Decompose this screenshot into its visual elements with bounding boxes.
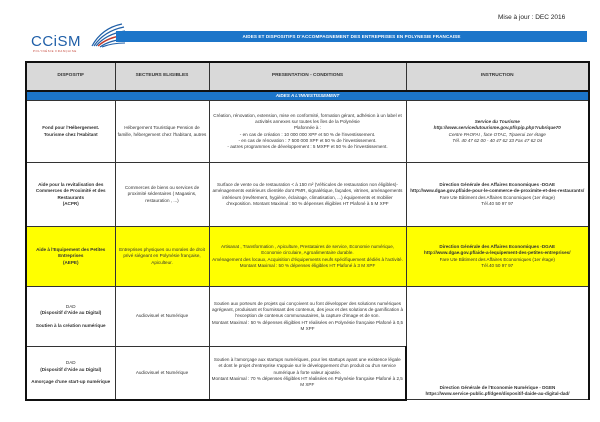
presentation-line: Aménagement des locaux, Acquisition d'équipements neufs spécifiquement dédiés à l'activité. [212,256,403,262]
secteurs-cell: Commerces de biens ou services de proximité sédentaires ( Magasins, restauration , ...) [115,163,209,227]
dispositif-line: DAD [65,360,76,366]
logo-name: CCiSM [31,33,81,50]
update-date: Mise à jour : DEC 2016 [498,14,566,21]
presentation-line: Soutien à l'amorçage aux startups numériques, pour les startups ayant une existence légale et dont le projet d'entreprise s'appuie sur le développement d'un produit ou d'un service numérique à forte valeur ajoutée. [213,357,401,375]
dispositif-line: Amorçage d'une start-up numérique [31,378,111,384]
logo-subtitle: POLYNÉSIE FRANÇAISE [33,49,77,53]
presentation-line: Artisanat , Transformation , Apiculture, Prestataires de service, Economie numérique, Economie circulaire, Agroalimentaire durable. [220,244,395,256]
ccism-logo [30,22,120,52]
presentation-line: - en cas de rénovation : 7 500 000 XPF et 50 % de l'investissement. [238,137,377,143]
aides-table [25,61,590,401]
instruction-link[interactable]: http://www.dgae.gov.pf/aide-a-lequipement-des-petites-entreprises/ [423,250,571,256]
secteurs-cell: Audiovisuel et Numérique [115,347,209,400]
section-title: AIDES A L'INVESTISSEMENT [26,91,589,101]
presentation-line: - en cas de création : 10 000 000 XPF et 50 % de l'investissement. [239,131,376,137]
presentation-cell [209,227,406,287]
dispositif-line: Soutien à la création numérique [35,322,106,328]
presentation-line: Création, rénovation, extension, mise en conformité, formation gérant, adhésion à un label et activités annexes sur toutes les îles de la Polynésie [213,112,402,125]
instruction-cell [406,227,589,287]
table-header-row [26,62,589,91]
dispositif-cell [26,287,115,347]
secteurs-cell: Entreprises physiques ou morales de droit privé siégeant en Polynésie française, Apiculteur. [115,227,209,287]
instruction-org: Service du Tourisme [474,119,520,125]
column-header-presentation: PRESENTATION - CONDITIONS [209,62,406,91]
instruction-org: Direction Générale de l'Economie Numérique - DGEN [439,384,556,390]
instruction-link[interactable]: http://www.dgae.gov.pf/aide-pour-le-commerce-de-proximite-et-des-restaurants/ [410,188,585,194]
dispositif-line: DAD [65,304,76,310]
secteurs-cell: Hébergement Touristique Pension de famille, hébergement chez l'habitant, autres [115,101,209,163]
dispositif-line: Aide à l'Equipement des Petites Entreprises [36,247,106,259]
column-header-secteurs: SECTEURS ELIGIBLES [115,62,209,91]
instruction-link[interactable]: http://www.servicedutourisme.gov.pf/spip.php?rubrique70 [433,125,561,131]
table-row-highlighted [26,227,589,287]
instruction-phone: Tél. 40 47 62 00 - 40 47 62 33 Fax 47 62 04 [452,137,543,143]
presentation-line: Montant Maximal : 70 % dépenses éligibles HT réalisées en Polynésie française Plafoné à 2,5 M XPF [211,375,403,388]
instruction-org: Direction Générale des Affaires Economiques -DGAE [439,244,556,250]
dispositif-line: Fond pour l'Hébergement. [42,125,100,131]
instruction-phone: Tél.40 50 97 97 [481,262,514,268]
instruction-phone: Tél.40 50 97 97 [481,200,514,206]
presentation-line: - autres programmes de développement : 5 MXPF et 50 % de l'investissement. [227,143,388,149]
instruction-org: Direction Générale des Affaires Economiques -DGAE [439,182,556,188]
dispositif-cell [26,227,115,287]
column-header-instruction: INSTRUCTION [406,62,589,91]
presentation-line: Soutien aux porteurs de projets qui conçoivent ou font développer des solutions numériques agrégeant, produisant et fournissant des contenus, des jeux et des solutions de gamification à l'exception de contenus communautaires, la capture d'image et de son. [211,300,404,319]
dispositif-line: (Dispositif d'Aide au Digital) [40,310,102,316]
instruction-cell [406,163,589,227]
section-row [26,91,589,101]
instruction-address: Centre PAOFAI , face OTAC, Tipaerui 1er étage [448,131,546,137]
dispositif-cell [26,347,115,400]
dispositif-cell [26,101,115,163]
dispositif-line: (AEPE) [62,259,79,265]
dispositif-line: Tourisme chez l'Habitant [43,131,98,137]
table-row [26,101,589,163]
secteurs-cell: Audiovisuel et Numérique [115,287,209,347]
instruction-address: Fare Ute Bâtiment des Affaires Economiques (1er étage) [439,256,555,262]
dispositif-cell [26,163,115,227]
dispositif-line: (Dispositif d'Aide au Digital) [40,366,102,372]
dispositif-line: (ACPR) [62,200,79,206]
banner-title: AIDES ET DISPOSITIFS D'ACCOMPAGNEMENT DES ENTREPRISES EN POLYNESIE FRANCAISE [116,31,587,42]
instruction-address: Fare Ute Bâtiment des Affaires Economiques (1er étage) [439,194,555,200]
presentation-line: Plafonnée à : [293,125,322,131]
presentation-cell [209,101,406,163]
presentation-cell [209,347,406,400]
instruction-cell-dad [406,287,589,400]
presentation-cell [209,287,406,347]
table-row [26,163,589,227]
table-row [26,287,589,347]
presentation-cell: Surface de vente ou de restauration < à 150 m² (Véhicules de restauration non éligibles)-aménagements extérieurs clientèle dont PMR, signalétique, façades, vitrines, aménagements intérieurs (revêtement, hygiène, éclairage, climatisation, ...) équipements et mobilier d'exposition. Montant Maximal : 50 % dépenses éligibles HT Plafoné à 5 M XPF [209,163,406,227]
dispositif-line: Aide pour la revitalisation des Commerces de Proximité et des Restaurants [35,182,106,200]
instruction-link[interactable]: https://www.service-public.pf/dgen/dispositif-daide-au-digital-dad/ [425,390,570,396]
presentation-line: Montant Maximal : 50 % dépenses éligibles HT Plafoné à 3 M XPF [239,262,376,268]
presentation-line: Montant Maximal : 50 % dépenses éligibles HT réalisées en Polynésie française Plafoné à 0,5 M XPF [211,319,404,331]
instruction-cell [406,101,589,163]
column-header-dispositif: DISPOSITIF [26,62,115,91]
